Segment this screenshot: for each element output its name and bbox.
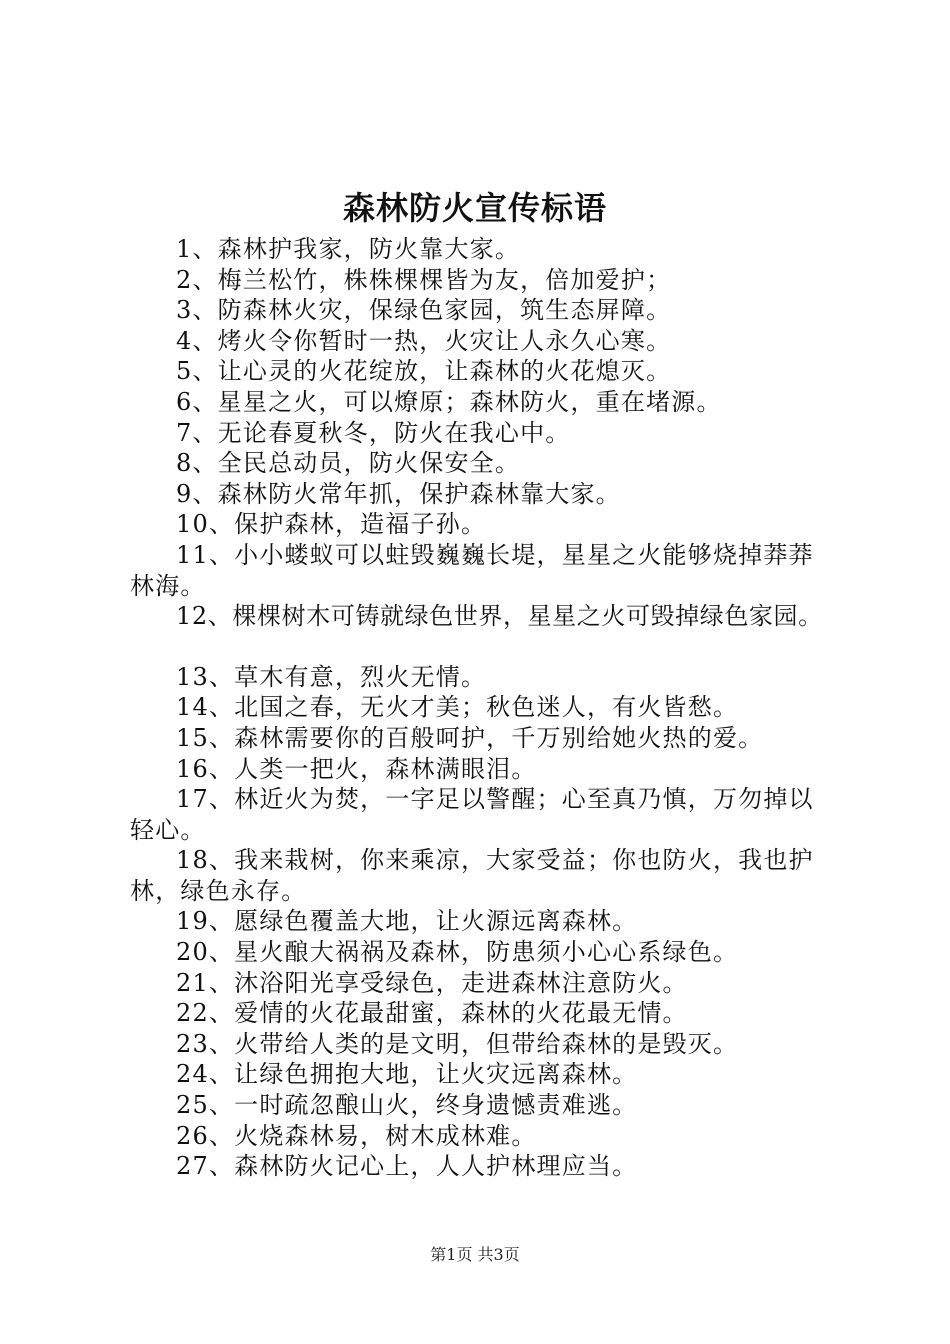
list-item: 2、梅兰松竹，株株棵棵皆为友，倍加爱护； <box>176 265 672 294</box>
list-item: 26、火烧森林易，树木成林难。 <box>176 1121 537 1150</box>
list-item: 5、让心灵的火花绽放，让森林的火花熄灭。 <box>176 357 672 386</box>
list-item: 19、愿绿色覆盖大地，让火源远离森林。 <box>176 907 638 936</box>
list-item: 13、草木有意，烈火无情。 <box>176 662 487 691</box>
paragraph-gap <box>130 632 835 662</box>
list-item: 7、无论春夏秋冬，防火在我心中。 <box>176 418 571 447</box>
list-item: 1、森林护我家，防火靠大家。 <box>176 235 521 263</box>
list-item: 22、爱情的火花最甜蜜，森林的火花最无情。 <box>176 999 688 1028</box>
list-item: 20、星火酿大祸祸及森林，防患须小心心系绿色。 <box>176 938 739 967</box>
list-item: 23、火带给人类的是文明，但带给森林的是毁灭。 <box>176 1029 739 1058</box>
slogan-list <box>130 234 835 1182</box>
list-item: 27、森林防火记心上，人人护林理应当。 <box>176 1152 638 1181</box>
list-item: 8、全民总动员，防火保安全。 <box>176 449 521 478</box>
list-item: 4、烤火令你暂时一热，火灾让人永久心寒。 <box>176 326 672 355</box>
page-number: 第1页 共3页 <box>430 1245 520 1264</box>
list-item: 9、森林防火常年抓，保护森林靠大家。 <box>176 479 621 508</box>
list-item: 16、人类一把火，森林满眼泪。 <box>176 754 537 783</box>
document-title: 森林防火宣传标语 <box>342 189 607 227</box>
list-item: 14、北国之春，无火才美；秋色迷人，有火皆愁。 <box>176 693 739 722</box>
list-item: 25、一时疏忽酿山火，终身遗憾责难逃。 <box>176 1091 638 1120</box>
list-item: 15、森林需要你的百般呵护，千万别给她火热的爱。 <box>176 723 764 752</box>
list-item: 18、我来栽树，你来乘凉，大家受益；你也防火，我也护林，绿色永存。 <box>130 846 814 905</box>
list-item: 11、小小蝼蚁可以蛀毁巍巍长堤，星星之火能够烧掉莽莽林海。 <box>130 540 814 600</box>
list-item: 3、防森林火灾，保绿色家园，筑生态屏障。 <box>176 296 672 325</box>
list-item: 6、星星之火，可以燎原；森林防火，重在堵源。 <box>176 387 722 416</box>
list-item: 21、沐浴阳光享受绿色，走进森林注意防火。 <box>176 968 688 997</box>
list-item: 10、保护森林，造福子孙。 <box>176 510 487 539</box>
list-item: 12、棵棵树木可铸就绿色世界，星星之火可毁掉绿色家园。 <box>176 602 823 631</box>
list-item: 17、林近火为焚，一字足以警醒；心至真乃慎，万勿掉以轻心。 <box>130 785 814 844</box>
list-item: 24、让绿色拥抱大地，让火灾远离森林。 <box>176 1060 638 1089</box>
